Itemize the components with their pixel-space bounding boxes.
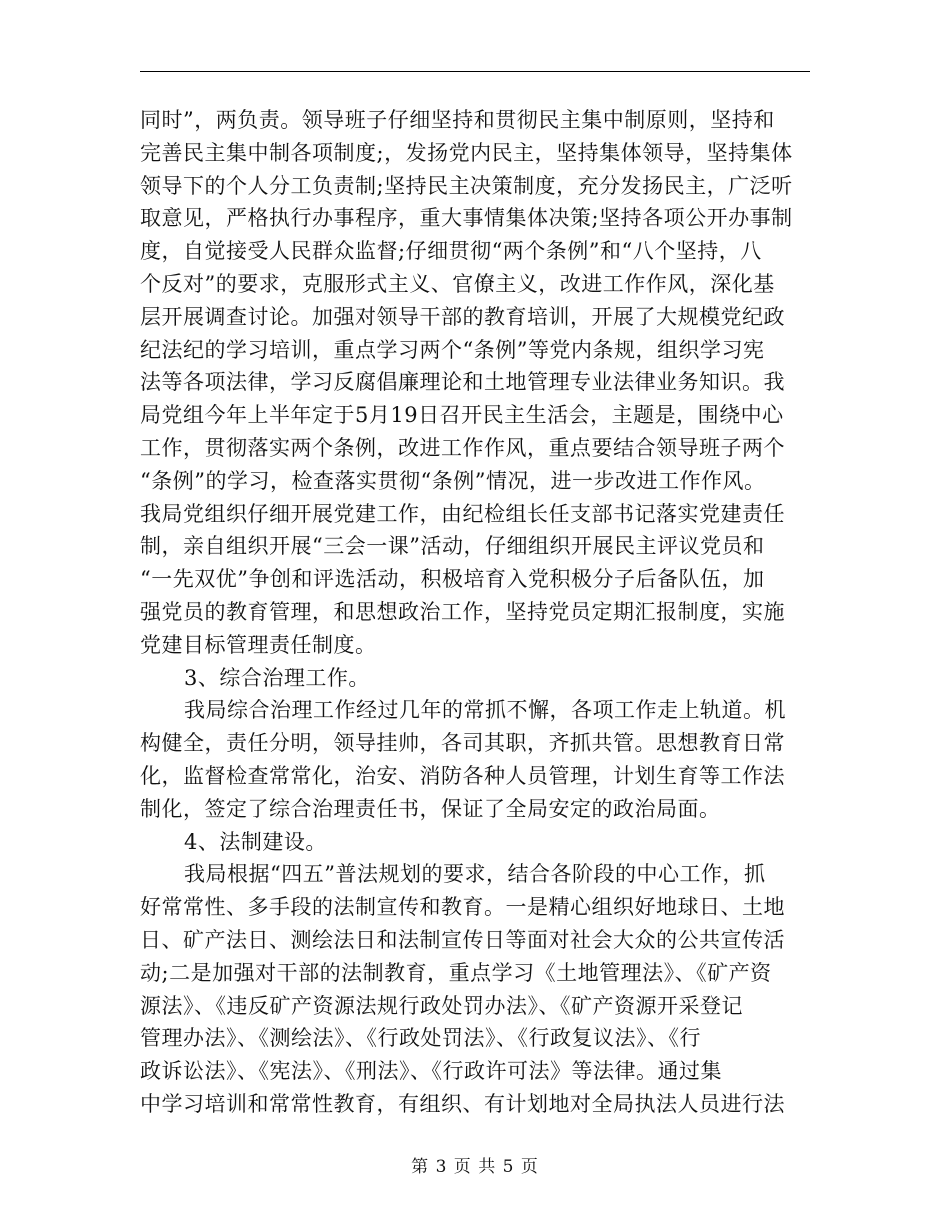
text-line: 制化，签定了综合治理责任书，保证了全局安定的政治局面。 [140, 796, 721, 821]
text-line: 源法》、《违反矿产资源法规行政处罚办法》、《矿产资源开采登记 [140, 993, 743, 1018]
header-rule [140, 71, 810, 72]
text-line: 取意见，严格执行办事程序，重大事情集体决策;坚持各项公开办事制 [140, 206, 793, 231]
text-line: 化，监督检查常常化，治安、消防各种人员管理，计划生育等工作法 [140, 763, 785, 788]
text-line: “条例”的学习，检查落实贯彻“条例”情况，进一步改进工作作风。 [140, 468, 766, 493]
text-line: 我局党组织仔细开展党建工作，由纪检组长任支部书记落实党建责任 [140, 501, 785, 526]
text-line: 3、综合治理工作。 [184, 665, 370, 690]
text-line: 党建目标管理责任制度。 [140, 632, 377, 657]
document-body [140, 104, 812, 1121]
text-line: 4、法制建设。 [184, 829, 327, 854]
page-number: 第 3 页 共 5 页 [411, 1157, 539, 1177]
text-line: 纪法纪的学习培训，重点学习两个“条例”等党内条规，组织学习宪 [140, 337, 765, 362]
text-line: 局党组今年上半年定于5月19日召开民主生活会，主题是，围绕中心 [140, 403, 784, 428]
text-line: 日、矿产法日、测绘法日和法制宣传日等面对社会大众的公共宣传活 [140, 927, 785, 952]
text-line: 构健全，责任分明，领导挂帅，各司其职，齐抓共管。思想教育日常 [140, 731, 785, 756]
text-line: 法等各项法律，学习反腐倡廉理论和土地管理专业法律业务知识。我 [140, 370, 785, 395]
text-line: 个反对”的要求，克服形式主义、官僚主义，改进工作作风，深化基 [140, 271, 775, 296]
text-line: 好常常性、多手段的法制宣传和教育。一是精心组织好地球日、土地 [140, 895, 785, 920]
text-line: 强党员的教育管理，和思想政治工作，坚持党员定期汇报制度，实施 [140, 599, 785, 624]
text-line: 政诉讼法》、《宪法》、《刑法》、《行政许可法》等法律。通过集 [140, 1059, 722, 1084]
text-line: 同时”，两负责。领导班子仔细坚持和贯彻民主集中制原则，坚持和 [140, 108, 775, 132]
text-line: 工作，贯彻落实两个条例，改进工作作风，重点要结合领导班子两个 [140, 435, 785, 460]
text-line: 领导下的个人分工负责制;坚持民主决策制度，充分发扬民主，广泛听 [140, 173, 793, 198]
text-line: 我局根据“四五”普法规划的要求，结合各阶段的中心工作，抓 [184, 862, 766, 887]
text-line: 度，自觉接受人民群众监督;仔细贯彻“两个条例”和“八个坚持，八 [140, 239, 762, 264]
text-line: 制，亲自组织开展“三会一课”活动，仔细组织开展民主评议党员和 [140, 534, 765, 559]
text-line: 管理办法》、《测绘法》、《行政处罚法》、《行政复议法》、《行 [140, 1026, 701, 1051]
text-line: 完善民主集中制各项制度;，发扬党内民主，坚持集体领导，坚持集体 [140, 140, 793, 165]
text-line: 层开展调查讨论。加强对领导干部的教育培训，开展了大规模党纪政 [140, 304, 785, 329]
text-line: 动;二是加强对干部的法制教育，重点学习《土地管理法》、《矿产资 [140, 960, 772, 985]
text-line: “一先双优”争创和评选活动，积极培育入党积极分子后备队伍，加 [140, 567, 765, 592]
text-line: 我局综合治理工作经过几年的常抓不懈，各项工作走上轨道。机 [184, 698, 786, 723]
text-line: 中学习培训和常常性教育，有组织、有计划地对全局执法人员进行法 [140, 1091, 785, 1116]
